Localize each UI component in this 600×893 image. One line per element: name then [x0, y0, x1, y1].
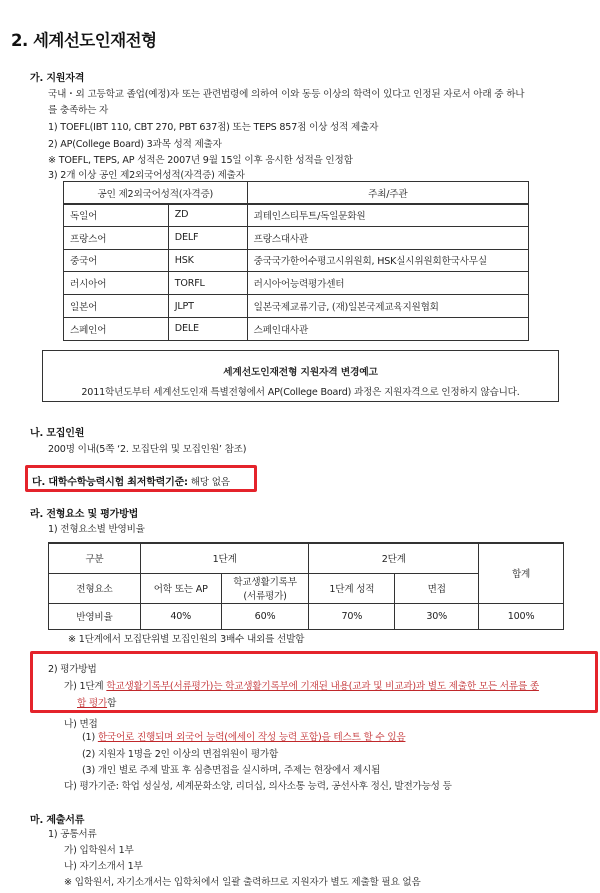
selection-ratio-table	[48, 542, 564, 630]
cell-stage1: 1단계	[140, 543, 309, 573]
heading-min-score: 다. 대학수학능력시험 최저학력기준:	[32, 477, 188, 488]
lang-cell: 스페인어	[64, 317, 169, 340]
evaluation-stage1-line1	[64, 678, 539, 692]
cert-cell: HSK	[168, 249, 247, 272]
table-row	[64, 204, 529, 227]
table-row	[64, 295, 529, 318]
language-cert-table	[63, 181, 529, 205]
cell-ratio-stage1: 70%	[309, 603, 395, 629]
documents-common-subheading: 1) 공통서류	[48, 829, 97, 840]
stage1-description-end: 함	[107, 698, 117, 709]
documents-note: ※ 입학원서, 자기소개서는 입학처에서 일괄 출력하므로 지원자가 별도 제출할 필요 없음	[64, 877, 421, 888]
header-cert: 공인 제2외국어성적(자격증)	[64, 182, 248, 205]
stage1-description: 학교생활기록부(서류평가)는 학교생활기록부에 기재된 내용(교과 및 비교과)과 별도 제출한 모든 서류를 종	[106, 681, 539, 692]
cert-cell: ZD	[168, 204, 247, 227]
section-title: 2. 세계선도인재전형	[11, 31, 157, 50]
lang-cell: 독일어	[64, 204, 169, 227]
org-cell: 스페인대사관	[247, 317, 528, 340]
selection-ratio-subheading: 1) 전형요소별 반영비율	[48, 524, 145, 535]
evaluation-interview-label: 나) 면접	[64, 719, 98, 730]
record-line1: 학교생활기록부	[233, 577, 297, 588]
org-cell: 괴테인스티투트/독일문화원	[247, 204, 528, 227]
cell-ratio-label: 반영비율	[49, 603, 141, 629]
table-row	[64, 317, 529, 340]
document-self-intro: 나) 자기소개서 1부	[64, 861, 143, 872]
table-row	[64, 226, 529, 249]
table-row	[49, 603, 564, 629]
cell-total-header: 합계	[479, 543, 564, 603]
org-cell: 중국국가한어수평고시위원회, HSK실시위원회한국사무실	[247, 249, 528, 272]
cell-ratio-total: 100%	[479, 603, 564, 629]
notice-body: 2011학년도부터 세계선도인재 특별전형에서 AP(College Board) 과정은 지원자격으로 인정하지 않습니다.	[81, 387, 520, 398]
notice-title: 세계선도인재전형 지원자격 변경예고	[223, 367, 378, 378]
stage1-prefix: 가) 1단계	[64, 681, 107, 692]
org-cell: 일본국제교류기금, (재)일본국제교육지원협회	[247, 295, 528, 318]
evaluation-subheading: 2) 평가방법	[48, 664, 97, 675]
qualification-item-ap: 2) AP(College Board) 3과목 성적 제출자	[48, 139, 222, 150]
heading-documents: 마. 제출서류	[30, 815, 85, 826]
lang-cell: 일본어	[64, 295, 169, 318]
qualification-item-language: 3) 2개 이상 공인 제2외국어성적(자격증) 제출자	[48, 170, 245, 181]
cert-cell: DELF	[168, 226, 247, 249]
cell-ratio-interview: 30%	[395, 603, 479, 629]
change-notice-box	[42, 350, 559, 402]
min-score-value: 해당 없음	[187, 477, 230, 488]
table-header-row	[64, 182, 529, 205]
qualification-intro-line1: 국내・외 고등학교 졸업(예정)자 또는 관련법령에 의하여 이와 동등 이상의 학력이 있다고 인정된 자로서 아래 중 하나	[48, 89, 525, 100]
cell-interview: 면접	[395, 573, 479, 603]
org-cell: 프랑스대사관	[247, 226, 528, 249]
lang-cell: 중국어	[64, 249, 169, 272]
qualification-item-toefl: 1) TOEFL(IBT 110, CBT 270, PBT 637점) 또는 TEPS 857점 이상 성적 제출자	[48, 122, 379, 133]
evaluation-criteria: 다) 평가기준: 학업 성실성, 세계문화소양, 리더십, 의사소통 능력, 공선사후 정신, 발전가능성 등	[64, 781, 452, 792]
lang-cell: 러시아어	[64, 272, 169, 295]
cell-ratio-lang: 40%	[140, 603, 221, 629]
cell-record	[221, 573, 309, 603]
cert-cell: JLPT	[168, 295, 247, 318]
stage1-description-cont: 합 평가	[77, 698, 108, 709]
language-cert-table-body	[63, 203, 529, 341]
interview-item-1-text: 한국어로 진행되며 외국어 능력(에세이 작성 능력 포함)을 테스트 할 수 있음	[97, 732, 406, 743]
cell-lang-ap: 어학 또는 AP	[140, 573, 221, 603]
table-row	[64, 249, 529, 272]
cell-element-label: 전형요소	[49, 573, 141, 603]
interview-item-3: (3) 개인 별로 주제 발표 후 심층면접을 실시하며, 주제는 현장에서 제시됨	[82, 765, 381, 776]
cert-cell: DELE	[168, 317, 247, 340]
min-score-line	[32, 473, 230, 488]
quota-body: 200명 이내(5쪽 ‘2. 모집단위 및 모집인원’ 참조)	[48, 444, 247, 455]
cell-stage1-score: 1단계 성적	[309, 573, 395, 603]
lang-cell: 프랑스어	[64, 226, 169, 249]
heading-selection: 라. 전형요소 및 평가방법	[30, 509, 139, 520]
heading-quota: 나. 모집인원	[30, 428, 85, 439]
qualification-note: ※ TOEFL, TEPS, AP 성적은 2007년 9월 15일 이후 응시한 성적을 인정함	[48, 155, 353, 166]
evaluation-stage1-line2	[77, 695, 116, 709]
cell-gubun: 구분	[49, 543, 141, 573]
interview-item-1	[82, 729, 405, 743]
interview-item-1-num: (1)	[82, 732, 98, 743]
table-row	[49, 543, 564, 573]
org-cell: 러시아어능력평가센터	[247, 272, 528, 295]
record-line2: (서류평가)	[243, 591, 287, 602]
heading-qualification: 가. 지원자격	[30, 73, 85, 84]
table-row	[64, 272, 529, 295]
document-application: 가) 입학원서 1부	[64, 845, 134, 856]
header-org: 주최/주관	[247, 182, 528, 205]
cell-stage2: 2단계	[309, 543, 479, 573]
qualification-intro-line2: 를 충족하는 자	[48, 105, 109, 116]
cell-ratio-record: 60%	[221, 603, 309, 629]
cert-cell: TORFL	[168, 272, 247, 295]
interview-item-2: (2) 지원자 1명을 2인 이상의 면접위원이 평가함	[82, 749, 279, 760]
selection-table-note: ※ 1단계에서 모집단위별 모집인원의 3배수 내외를 선발함	[68, 634, 305, 645]
